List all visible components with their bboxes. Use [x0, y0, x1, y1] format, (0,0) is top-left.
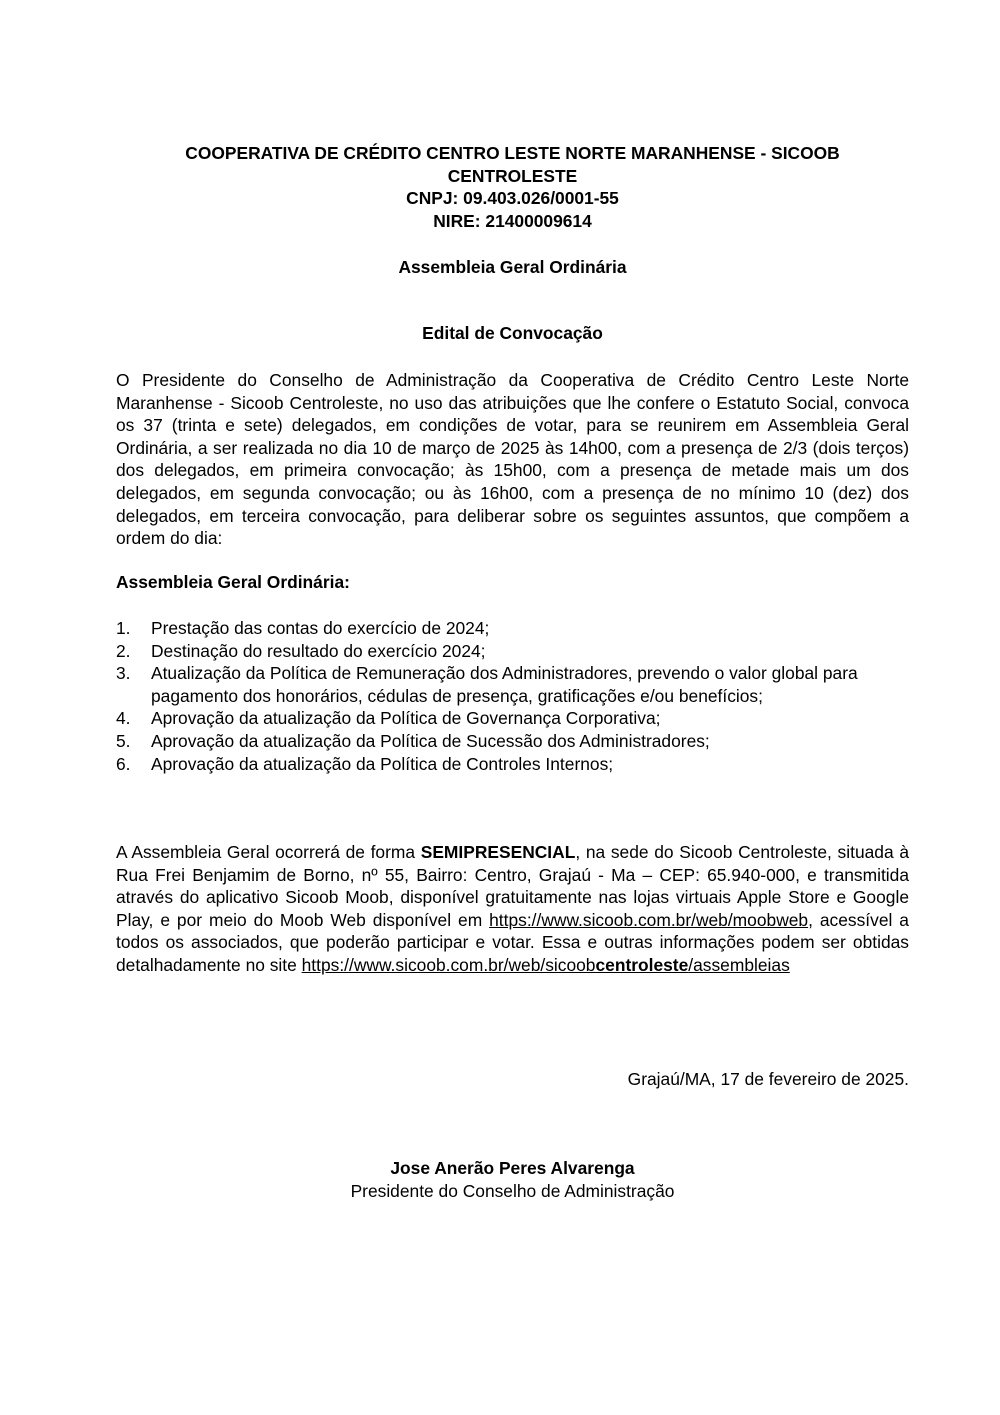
notice-title: Edital de Convocação — [422, 323, 603, 343]
item-number: 4. — [116, 708, 131, 729]
agenda-item — [116, 753, 909, 776]
text: , acessível a todos os associados, que poderão participar e votar. Essa e outras informações podem ser obtidas detalhadamente no site — [116, 909, 909, 975]
item-text: Atualização da Política de Remuneração dos Administradores, prevendo o valor global para pagamento dos honorários, cédulas de presença, gratificações e/ou benefícios; — [151, 663, 858, 706]
item-text: Aprovação da atualização da Política de Controles Internos; — [151, 753, 614, 774]
item-number: 2. — [116, 640, 131, 661]
text: , na sede do Sicoob Centroleste, situada à Rua Frei Benjamim de Borno, nº 55, Bairro: Centro, Grajaú - Ma – CEP: 65.940-000, e transmitida através do aplicativo Sicoob Moob, disponível gratuitamente nas lojas virtuais Apple Store e Google Play, e por meio do Moob Web disponível em — [116, 842, 909, 930]
item-number: 1. — [116, 618, 131, 638]
date-line: Grajaú/MA, 17 de fevereiro de 2025. — [627, 1069, 909, 1089]
nire: NIRE: 21400009614 — [433, 210, 592, 231]
item-text: Aprovação da atualização da Política de Governança Corporativa; — [151, 708, 661, 729]
agenda-heading: Assembleia Geral Ordinária: — [116, 572, 350, 592]
agenda-list — [116, 617, 909, 775]
signatory-name: Jose Anerão Peres Alvarenga — [390, 1158, 635, 1178]
link-part: /assembleias — [688, 954, 790, 975]
agenda-item — [116, 707, 909, 730]
agenda-item — [116, 730, 909, 753]
link-part: https://www.sicoob.com.br/web/sicoob — [301, 954, 596, 975]
org-name: COOPERATIVA DE CRÉDITO CENTRO LESTE NORTE MARANHENSE - SICOOB CENTROLESTE — [185, 143, 840, 186]
agenda-item — [116, 640, 909, 663]
item-number: 6. — [116, 753, 131, 774]
item-number: 5. — [116, 730, 131, 751]
format-paragraph — [116, 841, 909, 977]
intro-paragraph: O Presidente do Conselho de Administração da Cooperativa de Crédito Centro Leste Norte Maranhense - Sicoob Centroleste, no uso das atribuições que lhe confere o Estatuto Social, convoca os 37 (trinta e sete) delegados, em condições de votar, para se reunirem em Assembleia Geral Ordinária, a ser realizada no dia 10 de março de 2025 às 14h00, com a presença de 2/3 (dois terços) dos delegados, em primeira convocação; às 15h00, com a presença de metade mais um dos delegados, em segunda convocação; ou às 16h00, com a presença de no mínimo 10 (dez) dos delegados, em terceira convocação, para deliberar sobre os seguintes assuntos, que compõem a ordem do dia: — [116, 370, 909, 549]
item-text: Aprovação da atualização da Política de Sucessão dos Administradores; — [151, 730, 710, 751]
agenda-item — [116, 662, 909, 707]
document-header — [126, 142, 899, 232]
moobweb-link[interactable]: https://www.sicoob.com.br/web/moobweb — [489, 909, 809, 930]
cnpj: CNPJ: 09.403.026/0001-55 — [406, 188, 619, 209]
item-number: 3. — [116, 663, 131, 684]
format-emphasis: SEMIPRESENCIAL — [420, 842, 576, 862]
text: A Assembleia Geral ocorrerá de forma — [116, 842, 421, 862]
assemblies-link[interactable] — [302, 955, 790, 975]
signature-block — [116, 1157, 909, 1202]
signatory-role: Presidente do Conselho de Administração — [350, 1180, 675, 1201]
assembly-title: Assembleia Geral Ordinária — [398, 257, 627, 277]
item-text: Prestação das contas do exercício de 2024; — [151, 618, 490, 638]
link-part: centroleste — [595, 954, 689, 975]
item-text: Destinação do resultado do exercício 2024; — [151, 640, 486, 661]
agenda-item — [116, 617, 909, 640]
